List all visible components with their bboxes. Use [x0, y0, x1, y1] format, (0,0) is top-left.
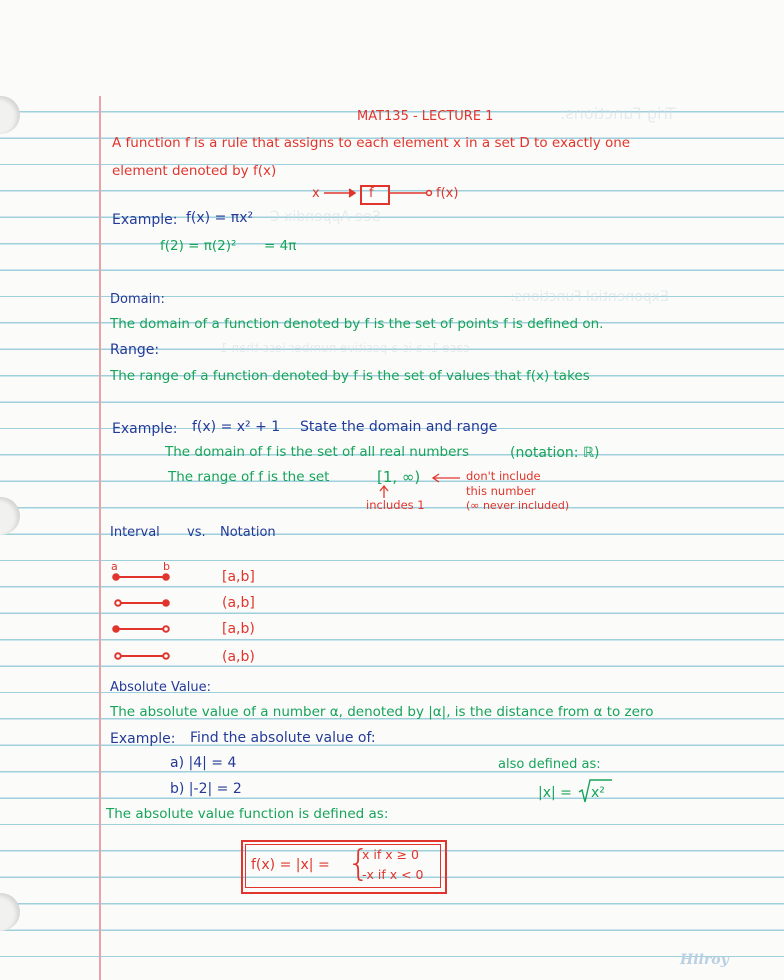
function-definition-line-1: A function f is a rule that assigns to each element x in a set D to exactly one — [112, 135, 631, 151]
domain-notation: (notation: ℝ) — [510, 445, 600, 461]
alternate-definition-equation: |x| = — [538, 785, 572, 801]
alternate-definition-radicand: x² — [591, 785, 605, 801]
interval-notation-closed: [a,b] — [222, 569, 255, 585]
domain-answer: The domain of f is the set of all real numbers — [165, 444, 470, 460]
annotation-includes: includes 1 — [366, 498, 425, 512]
diagram-input: x — [312, 186, 320, 201]
annotation-never-included: (∞ never included) — [466, 499, 570, 512]
function-definition-line-2: element denoted by f(x) — [112, 163, 277, 179]
annotation-arrows — [380, 474, 460, 498]
example-evaluation: f(2) = π(2)² — [160, 238, 237, 254]
example-task: State the domain and range — [300, 419, 498, 435]
domain-heading: Domain: — [110, 292, 165, 307]
example-part-b: b) |-2| = 2 — [170, 781, 242, 797]
interval-notation-open: (a,b) — [222, 649, 255, 665]
range-answer: The range of f is the set — [168, 469, 330, 485]
hilroy-logo: Hilroy — [680, 952, 729, 968]
radical-sign — [579, 780, 612, 802]
absolute-function-intro: The absolute value function is defined as: — [106, 806, 389, 822]
diagram-output: f(x) — [436, 186, 459, 201]
example-label: Example: — [110, 731, 176, 747]
piecewise-left: f(x) = |x| = — [251, 857, 330, 873]
example-equation: f(x) = x² + 1 — [192, 419, 281, 435]
range-definition: The range of a function denoted by f is the set of values that f(x) takes — [110, 368, 590, 384]
bleed-through-text: See Appendix C — [270, 209, 381, 225]
example-label: Example: — [112, 421, 178, 437]
annotation-this-number: this number — [466, 484, 536, 498]
diagram-arrows — [324, 189, 432, 197]
bleed-through-text: case 1: a is a positive number less than 1 — [220, 341, 470, 355]
domain-definition: The domain of a function denoted by f is the set of points f is defined on. — [110, 316, 604, 332]
interval-notation-left-open: (a,b] — [222, 595, 255, 611]
bleed-through-text: Trig Functions: — [560, 104, 676, 123]
lecture-title: MAT135 - LECTURE 1 — [357, 109, 494, 124]
interval-header-vs: vs. — [187, 525, 206, 540]
diagram-function: f — [369, 186, 374, 201]
example-task: Find the absolute value of: — [190, 730, 376, 746]
piecewise-brace: { — [347, 843, 370, 884]
notation-header: Notation — [220, 525, 276, 540]
example-label: Example: — [112, 212, 178, 228]
piecewise-case-2: -x if x < 0 — [362, 867, 424, 882]
annotation-dont-include: don't include — [466, 469, 541, 483]
interval-notation-right-open: [a,b) — [222, 621, 255, 637]
interval-endpoint-b: b — [163, 560, 170, 573]
example-equation: f(x) = πx² — [186, 210, 254, 226]
interval-endpoint-a: a — [111, 560, 118, 573]
interval-header: Interval — [110, 525, 160, 540]
range-set: [1, ∞) — [377, 468, 421, 486]
interval-lines — [113, 574, 169, 659]
example-part-a: a) |4| = 4 — [170, 755, 237, 771]
absolute-value-heading: Absolute Value: — [110, 680, 212, 695]
absolute-value-definition: The absolute value of a number α, denoted by |α|, is the distance from α to zero — [110, 704, 654, 720]
piecewise-case-1: x if x ≥ 0 — [362, 847, 419, 862]
alternate-definition-label: also defined as: — [498, 757, 601, 772]
range-heading: Range: — [110, 342, 160, 358]
bleed-through-text: Exponential Functions: — [510, 289, 669, 305]
example-result: = 4π — [264, 238, 297, 254]
